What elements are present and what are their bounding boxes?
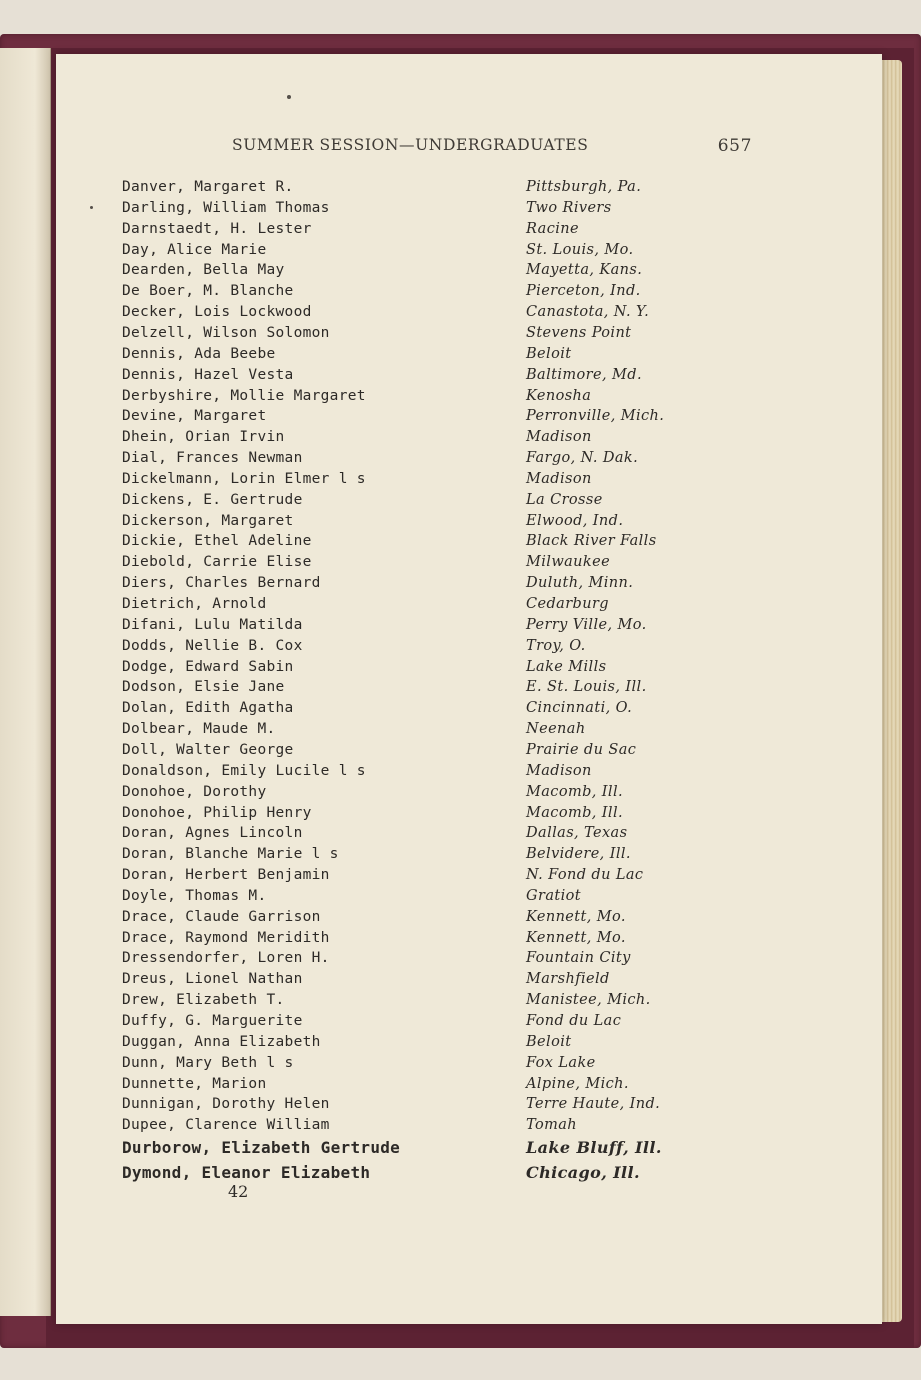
hometown: Duluth, Minn. <box>526 575 634 592</box>
hometown: Macomb, Ill. <box>526 804 624 821</box>
list-item <box>122 700 702 721</box>
student-name: Decker, Lois Lockwood <box>122 304 312 321</box>
hometown: Kennett, Mo. <box>526 929 626 946</box>
hometown: Madison <box>526 470 592 487</box>
student-name: Doran, Blanche Marie l s <box>122 846 339 863</box>
hometown: Neenah <box>526 721 586 738</box>
list-item <box>122 575 702 596</box>
list-item <box>122 1076 702 1097</box>
student-name: Dunnette, Marion <box>122 1075 267 1092</box>
list-item <box>122 200 702 221</box>
student-name: Dymond, Eleanor Elizabeth <box>122 1162 371 1182</box>
hometown: Dallas, Texas <box>526 825 628 842</box>
list-item <box>122 450 702 471</box>
list-item <box>122 1096 702 1117</box>
list-item <box>122 992 702 1013</box>
list-item <box>122 262 702 283</box>
student-name: Darnstaedt, H. Lester <box>122 220 312 237</box>
hometown: Prairie du Sac <box>526 741 637 758</box>
left-page-edge <box>0 48 51 1316</box>
student-name: Dennis, Ada Beebe <box>122 345 276 362</box>
list-item <box>122 221 702 242</box>
hometown: Stevens Point <box>526 324 632 341</box>
list-item <box>122 1055 702 1076</box>
hometown: Chicago, Ill. <box>526 1162 640 1182</box>
hometown: Mayetta, Kans. <box>526 262 643 279</box>
hometown: Baltimore, Md. <box>526 366 642 383</box>
hometown: Cedarburg <box>526 596 609 612</box>
page-header <box>232 136 752 158</box>
hometown: Milwaukee <box>526 554 611 571</box>
hometown: Madison <box>526 429 592 446</box>
list-item <box>122 429 702 450</box>
hometown: Lake Mills <box>526 658 607 675</box>
list-item <box>122 596 702 617</box>
student-name: Doran, Agnes Lincoln <box>122 825 303 842</box>
student-name: Dial, Frances Newman <box>122 450 303 467</box>
student-name: Dickerson, Margaret <box>122 512 294 529</box>
list-item <box>122 742 702 763</box>
list-item <box>122 617 702 638</box>
hometown: Gratiot <box>526 887 581 904</box>
list-item <box>122 867 702 888</box>
list-item <box>122 888 702 909</box>
list-item <box>122 930 702 951</box>
hometown: Tomah <box>526 1117 578 1134</box>
hometown: Two Rivers <box>526 199 612 216</box>
hometown: La Crosse <box>526 491 603 508</box>
hometown: Elwood, Ind. <box>526 512 624 529</box>
list-item <box>122 554 702 575</box>
hometown: Belvidere, Ill. <box>526 846 631 863</box>
hometown: Kenosha <box>526 387 592 404</box>
hometown: Manistee, Mich. <box>526 992 651 1009</box>
student-name: Dearden, Bella May <box>122 262 285 279</box>
hometown: Canastota, N. Y. <box>526 304 650 321</box>
student-name: Donohoe, Philip Henry <box>122 804 312 821</box>
student-name: Donohoe, Dorothy <box>122 783 267 800</box>
student-name: Derbyshire, Mollie Margaret <box>122 387 366 404</box>
student-name: Duggan, Anna Elizabeth <box>122 1033 321 1050</box>
hometown: Perronville, Mich. <box>526 408 665 425</box>
student-name: Dupee, Clarence William <box>122 1117 330 1134</box>
list-item <box>122 763 702 784</box>
student-name: Dunn, Mary Beth l s <box>122 1054 294 1071</box>
hometown: Perry Ville, Mo. <box>526 616 647 633</box>
list-item <box>122 242 702 263</box>
hometown: Alpine, Mich. <box>526 1075 629 1092</box>
student-name: De Boer, M. Blanche <box>122 283 294 300</box>
hometown: Black River Falls <box>526 533 657 550</box>
student-name: Dreus, Lionel Nathan <box>122 971 303 988</box>
hometown: Troy, O. <box>526 637 586 654</box>
student-name: Darling, William Thomas <box>122 199 330 216</box>
list-item <box>122 283 702 304</box>
student-name: Diebold, Carrie Elise <box>122 554 312 571</box>
hometown: Lake Bluff, Ill. <box>526 1138 662 1158</box>
list-item <box>122 388 702 409</box>
ink-speck <box>90 206 93 209</box>
hometown: Fargo, N. Dak. <box>526 450 639 467</box>
list-item <box>122 679 702 700</box>
list-item <box>122 638 702 659</box>
hometown: Beloit <box>526 345 572 362</box>
hometown: Pittsburgh, Pa. <box>526 179 642 195</box>
student-name: Doll, Walter George <box>122 741 294 758</box>
hometown: Fountain City <box>526 950 631 967</box>
list-item <box>122 346 702 367</box>
hometown: Macomb, Ill. <box>526 783 624 800</box>
list-item <box>122 805 702 826</box>
list-item <box>122 950 702 971</box>
student-name: Dietrich, Arnold <box>122 596 267 612</box>
list-item <box>122 325 702 346</box>
student-name: Donaldson, Emily Lucile l s <box>122 762 366 779</box>
student-name: Doran, Herbert Benjamin <box>122 867 330 884</box>
hometown: Marshfield <box>526 971 610 988</box>
student-name: Drace, Claude Garrison <box>122 908 321 925</box>
student-name: Delzell, Wilson Solomon <box>122 324 330 341</box>
student-name: Dhein, Orian Irvin <box>122 429 285 446</box>
list-item <box>122 179 702 200</box>
list-item <box>122 1138 702 1159</box>
student-name: Dolan, Edith Agatha <box>122 700 294 717</box>
ink-speck <box>287 95 291 99</box>
student-name: Dodson, Elsie Jane <box>122 679 285 696</box>
list-item <box>122 846 702 867</box>
hometown: Cincinnati, O. <box>526 700 633 717</box>
student-name: Dennis, Hazel Vesta <box>122 366 294 383</box>
student-name: Drace, Raymond Meridith <box>122 929 330 946</box>
student-name: Dressendorfer, Loren H. <box>122 950 330 967</box>
list-item <box>122 1163 702 1184</box>
student-name: Doyle, Thomas M. <box>122 887 267 904</box>
student-name: Dunnigan, Dorothy Helen <box>122 1096 330 1113</box>
hometown: Fox Lake <box>526 1054 596 1071</box>
list-item <box>122 1034 702 1055</box>
hometown: Racine <box>526 220 579 237</box>
list-item <box>122 909 702 930</box>
student-name: Dolbear, Maude M. <box>122 721 276 738</box>
list-item <box>122 408 702 429</box>
student-name: Dickens, E. Gertrude <box>122 491 303 508</box>
student-name: Dickie, Ethel Adeline <box>122 533 312 550</box>
list-item <box>122 533 702 554</box>
list-item <box>122 971 702 992</box>
student-name: Duffy, G. Marguerite <box>122 1013 303 1029</box>
student-name: Drew, Elizabeth T. <box>122 992 285 1009</box>
signature-mark: 42 <box>228 1182 249 1201</box>
hometown: St. Louis, Mo. <box>526 241 634 258</box>
list-item <box>122 304 702 325</box>
hometown: E. St. Louis, Ill. <box>526 679 647 696</box>
list-item <box>122 784 702 805</box>
list-item <box>122 367 702 388</box>
student-name: Diers, Charles Bernard <box>122 575 321 592</box>
list-item <box>122 721 702 742</box>
student-name: Devine, Margaret <box>122 408 267 425</box>
student-name: Durborow, Elizabeth Gertrude <box>122 1138 401 1158</box>
hometown: Fond du Lac <box>526 1013 622 1029</box>
student-name: Dodds, Nellie B. Cox <box>122 637 303 654</box>
hometown: N. Fond du Lac <box>526 867 644 884</box>
list-item <box>122 1117 702 1138</box>
hometown: Kennett, Mo. <box>526 908 626 925</box>
student-name: Dodge, Edward Sabin <box>122 658 294 675</box>
list-item <box>122 513 702 534</box>
hometown: Terre Haute, Ind. <box>526 1096 661 1113</box>
student-name: Danver, Margaret R. <box>122 179 294 195</box>
student-name: Day, Alice Marie <box>122 241 267 258</box>
hometown: Pierceton, Ind. <box>526 283 641 300</box>
list-item <box>122 492 702 513</box>
hometown: Madison <box>526 762 592 779</box>
hometown: Beloit <box>526 1033 572 1050</box>
list-item <box>122 1013 702 1034</box>
list-item <box>122 825 702 846</box>
list-item <box>122 471 702 492</box>
running-title: SUMMER SESSION—UNDERGRADUATES <box>232 136 589 154</box>
list-item <box>122 659 702 680</box>
student-name: Difani, Lulu Matilda <box>122 616 303 633</box>
student-name: Dickelmann, Lorin Elmer l s <box>122 470 366 487</box>
page-number: 657 <box>717 136 752 156</box>
